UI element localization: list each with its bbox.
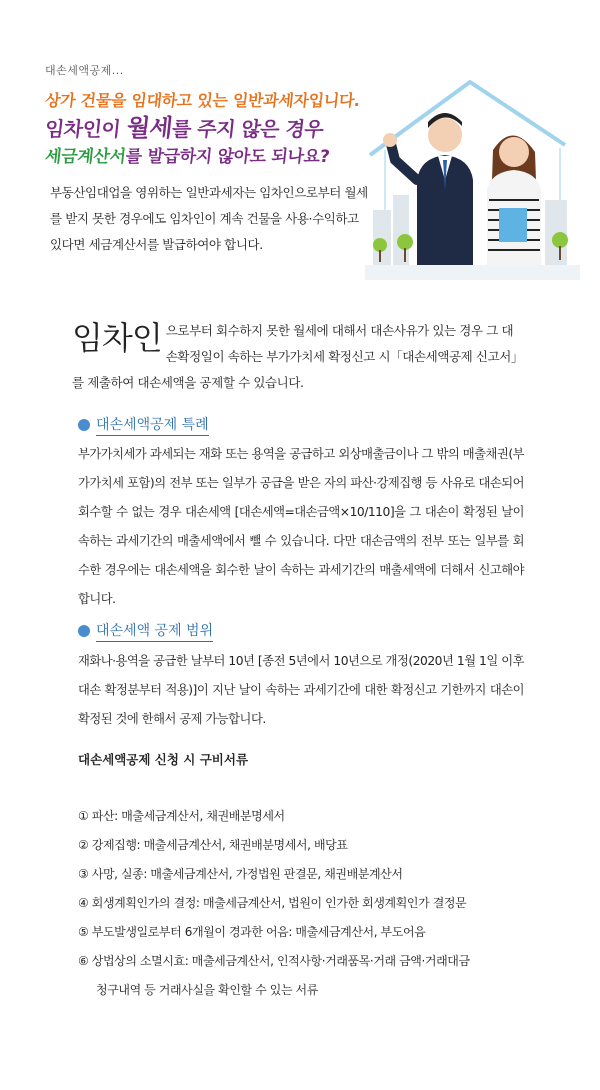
- section1-title: [78, 414, 209, 436]
- headline-line3-rest: 를 발급하지 않아도 되나요?: [124, 147, 331, 167]
- docs-title: 대손세액공제 신청 시 구비서류: [78, 752, 249, 767]
- headline-line2-emphasis: 월세: [125, 114, 174, 142]
- headline-line2-a: 임차인이: [43, 117, 128, 141]
- headline-line1: 상가 건물을 임대하고 있는 일반과세자입니다.: [44, 91, 361, 110]
- list-item: ⑤ 부도발생일로부터 6개월이 경과한 어음: 매출세금계산서, 부도어음: [78, 925, 426, 939]
- headline-line2: [43, 114, 386, 143]
- lead-text: 으로부터 회수하지 못한 월세에 대해서 대손사유가 있는 경우 그 대손확정일이 속하는 부가가치세 확정신고 시「대손세액공제 신고서」를 제출하여 대손세액을 공제할 수 있습니다.: [72, 323, 517, 390]
- section2-title-text: 대손세액 공제 범위: [96, 620, 213, 642]
- top-label: 대손세액공제...: [45, 64, 124, 77]
- lead-paragraph: [72, 318, 522, 396]
- bullet-dot-icon: [78, 625, 90, 637]
- headline-line3-emphasis: 세금계산서: [43, 147, 127, 167]
- tablet-icon: [499, 208, 527, 242]
- section1-title-text: 대손세액공제 특례: [96, 414, 209, 436]
- list-item: ② 강제집행: 매출세금계산서, 채권배분명세서, 배당표: [78, 838, 348, 852]
- section2-body: 재화나·용역을 공급한 날부터 10년 [종전 5년에서 10년으로 개정(2020년 1월 1일 이후 대손 확정분부터 적용)]이 지난 날이 속하는 과세기간에 대한 확정신고 기한까지 대손이 확정된 것에 한해서 공제 가능합니다.: [78, 654, 524, 726]
- section1-body: 부가가치세가 과세되는 재화 또는 용역을 공급하고 외상매출금이나 그 밖의 매출채권(부가가치세 포함)의 전부 또는 일부가 공급을 받은 자의 파산·강제집행 등 사유로 대손되어 회수할 수 없는 경우 대손세액 [대손세액=대손금액×10/110]을 그 대손이 확정된 날이 속하는 과세기간의 매출세액에서 뺄 수 있습니다. 다만 대손금액의 전부 또는 일부를 회수한 경우에는 대손세액을 회수한 날이 속하는 과세기간의 매출세액에 더해서 신고해야 합니다.: [78, 447, 524, 606]
- section2-title: [78, 620, 213, 642]
- intro-paragraph: 부동산임대업을 영위하는 일반과세자는 임차인으로부터 월세를 받지 못한 경우에도 임차인이 계속 건물을 사용·수익하고 있다면 세금계산서를 발급하여야 합니다.: [50, 185, 368, 252]
- list-item: ③ 사망, 실종: 매출세금계산서, 가정법원 판결문, 채권배분계산서: [78, 867, 403, 881]
- headline-line2-c: 를 주지 않은 경우: [170, 117, 325, 141]
- list-item: ⑥ 상법상의 소멸시효: 매출세금계산서, 인적사항·거래품목·거래 금액·거래대금: [78, 954, 470, 968]
- list-item: ④ 회생계획인가의 결정: 매출세금계산서, 법원이 인가한 회생계획인가 결정문: [78, 896, 467, 910]
- docs-list: [78, 802, 538, 1005]
- bullet-dot-icon: [78, 419, 90, 431]
- lead-big-word: 임차인: [72, 319, 162, 357]
- headline-line3: [44, 143, 387, 171]
- hero-illustration: [365, 60, 580, 280]
- headline: [45, 88, 385, 171]
- list-item-continuation: 청구내역 등 거래사실을 확인할 수 있는 서류: [96, 983, 318, 997]
- businesswoman-figure: [487, 135, 541, 265]
- list-item: ① 파산: 매출세금계산서, 채권배분명세서: [78, 809, 285, 823]
